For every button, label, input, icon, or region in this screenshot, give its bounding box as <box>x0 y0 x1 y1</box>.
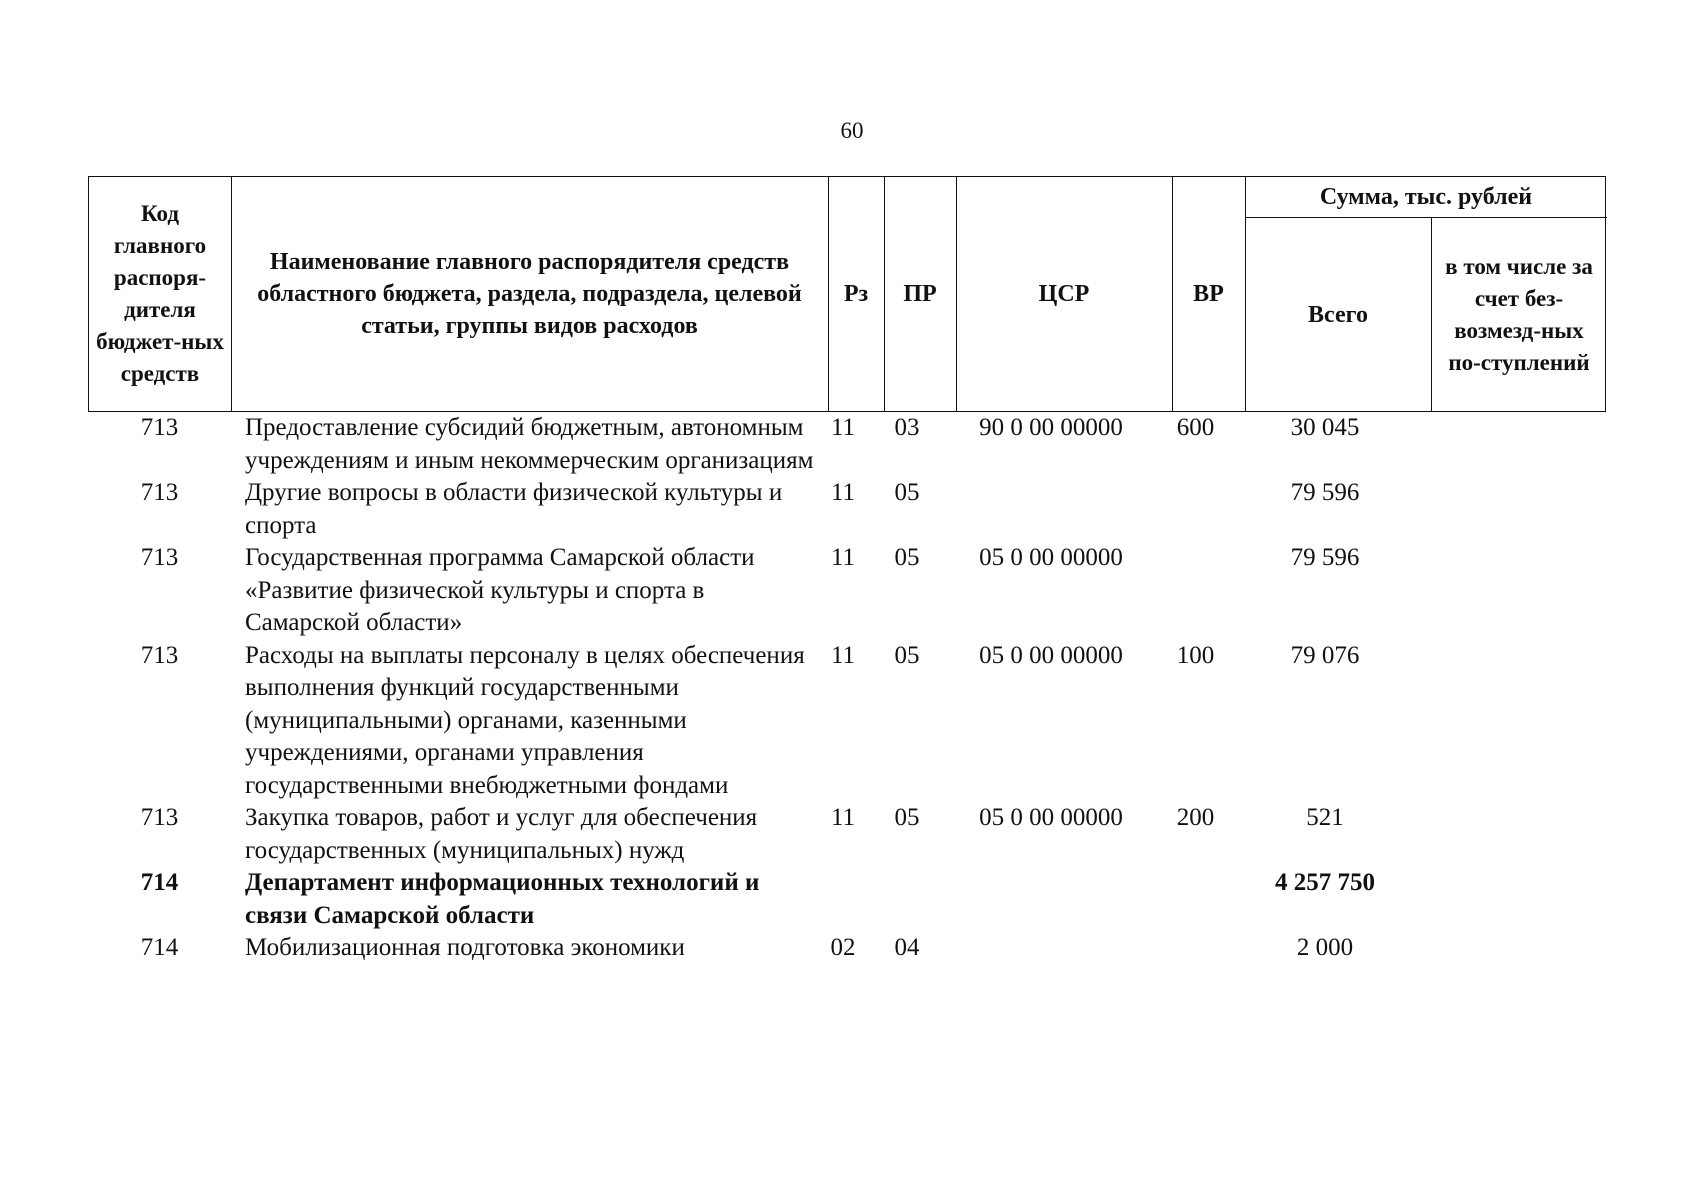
cell-pr: 04 <box>894 934 920 961</box>
cell-name: Департамент информационных технологий и связи Самарской области <box>245 869 760 929</box>
header-rz: Рз <box>843 281 869 307</box>
table-row <box>88 802 1606 867</box>
cell-code: 714 <box>140 934 179 961</box>
table-body <box>88 412 1606 965</box>
cell-total: 30 045 <box>1290 414 1360 441</box>
header-sum: Сумма, тыс. рублей <box>1319 184 1533 210</box>
cell-csr: 05 0 00 00000 <box>979 641 1123 669</box>
header-vr: ВР <box>1193 281 1224 307</box>
cell-pr: 05 <box>894 641 920 669</box>
table-row <box>88 932 1606 965</box>
cell-csr <box>943 477 1159 542</box>
cell-rz: 11 <box>830 804 856 831</box>
cell-name: Мобилизационная подготовка экономики <box>245 934 685 961</box>
cell-csr: 05 0 00 00000 <box>979 544 1123 571</box>
cell-incl <box>1418 802 1606 867</box>
cell-name: Другие вопросы в области физической культуры и спорта <box>245 479 783 539</box>
cell-rz: 11 <box>830 414 856 441</box>
page-number: 60 <box>840 118 864 143</box>
cell-code: 714 <box>140 869 179 896</box>
cell-pr: 05 <box>894 544 920 571</box>
table-row <box>88 412 1606 477</box>
cell-pr: 05 <box>894 804 920 831</box>
cell-code: 713 <box>140 804 179 831</box>
table-row <box>88 640 1606 803</box>
header-code: Код главного распоря-дителя бюджет-ных средств <box>96 201 224 386</box>
cell-total: 79 596 <box>1290 479 1360 506</box>
cell-rz: 02 <box>830 934 856 961</box>
cell-csr <box>943 867 1159 932</box>
cell-vr <box>1159 932 1232 965</box>
cell-pr: 05 <box>894 479 920 506</box>
cell-code: 713 <box>140 641 179 669</box>
cell-csr <box>943 932 1159 965</box>
cell-incl <box>1418 932 1606 965</box>
header-csr: ЦСР <box>1038 281 1090 307</box>
cell-name: Расходы на выплаты персоналу в целях обеспечения выполнения функций государственными (муниципальными) органами, казенными учреждениями, органами управления государственными внебюджетными фондами <box>245 641 805 799</box>
cell-vr: 200 <box>1176 804 1215 831</box>
cell-csr: 05 0 00 00000 <box>979 804 1123 831</box>
header-incl: в том числе за счет без-возмезд-ных по-ступлений <box>1445 253 1593 375</box>
cell-csr: 90 0 00 00000 <box>979 414 1123 441</box>
header-name: Наименование главного распорядителя средств областного бюджета, раздела, подраздела, целевой статьи, группы видов расходов <box>257 249 802 339</box>
cell-code: 713 <box>140 414 179 441</box>
cell-name: Закупка товаров, работ и услуг для обеспечения государственных (муниципальных) нужд <box>245 804 758 864</box>
cell-vr <box>1159 477 1232 542</box>
cell-total: 521 <box>1306 804 1344 831</box>
cell-rz: 11 <box>830 479 856 506</box>
cell-name: Предоставление субсидий бюджетным, автономным учреждениям и иным некоммерческим организациям <box>245 414 814 474</box>
table-row <box>88 477 1606 542</box>
header-total: Всего <box>1308 301 1368 328</box>
header-pr: ПР <box>903 281 937 307</box>
table-row <box>88 542 1606 640</box>
cell-incl <box>1418 412 1606 477</box>
cell-total: 2 000 <box>1296 934 1354 961</box>
cell-vr: 100 <box>1176 641 1215 669</box>
cell-vr <box>1159 867 1232 932</box>
cell-code: 713 <box>140 479 179 506</box>
cell-rz <box>815 867 871 932</box>
cell-incl <box>1418 640 1606 803</box>
cell-vr: 600 <box>1176 414 1215 441</box>
cell-rz: 11 <box>830 544 856 571</box>
cell-rz: 11 <box>830 641 856 669</box>
table-header <box>88 176 1606 412</box>
cell-incl <box>1418 477 1606 542</box>
cell-name: Государственная программа Самарской области «Развитие физической культуры и спорта в Самарской области» <box>245 544 755 636</box>
cell-code: 713 <box>140 544 179 571</box>
cell-total: 79 076 <box>1290 641 1360 669</box>
table-row <box>88 867 1606 932</box>
cell-pr: 03 <box>894 414 920 441</box>
cell-incl <box>1418 867 1606 932</box>
cell-pr <box>871 867 943 932</box>
cell-vr <box>1159 542 1232 640</box>
cell-total: 4 257 750 <box>1275 869 1375 896</box>
cell-incl <box>1418 542 1606 640</box>
cell-total: 79 596 <box>1290 544 1360 571</box>
